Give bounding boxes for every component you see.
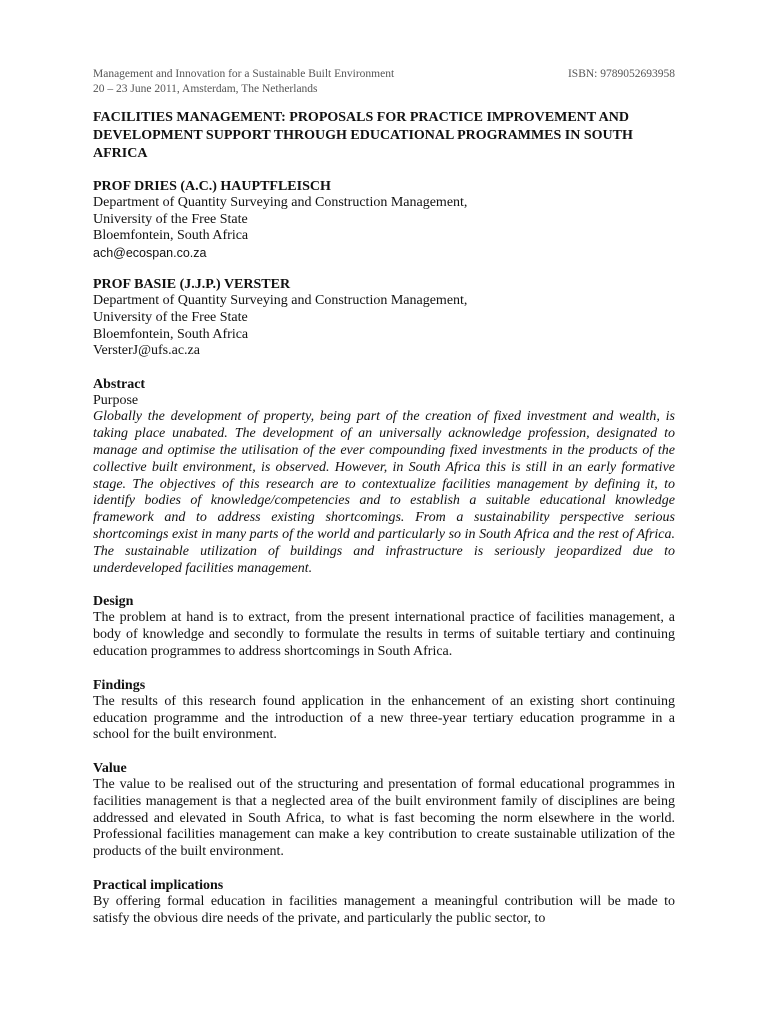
- author-email[interactable]: VersterJ@ufs.ac.za: [93, 343, 200, 359]
- author-location: Bloemfontein, South Africa: [93, 228, 249, 244]
- section-text-practical-implications: By offering formal education in facilities management a meaningful contribution will be made to satisfy the obvious dire needs of the private, and particularly the public sector, to: [93, 894, 675, 926]
- author-name: PROF DRIES (A.C.) HAUPTFLEISCH: [93, 179, 331, 194]
- author-department: Department of Quantity Surveying and Construction Management,: [93, 195, 468, 210]
- author-university: University of the Free State: [93, 309, 248, 325]
- author-block-2: [93, 276, 675, 359]
- purpose-text: Globally the development of property, being part of the creation of fixed investment and wealth, is taking place unabated. The development of an universally acknowledge profession, designated to manage and optimise the utilisation of the ever compounding fixed investments in the products of the collective built environment, is observed. However, in South Africa this is still in an early formative stage. The objectives of this research are to contextualize facilities management by defining it, to identify bodies of knowledge/competencies and to establish a suitable educational knowledge framework and to address existing shortcomings. From a sustainability perspective serious shortcomings exist in many parts of the world and particularly so in South Africa and the rest of Africa. The sustainable utilization of buildings and infrastructure is seriously jeopardized due to underdeveloped facilities management.: [93, 409, 675, 576]
- section-heading-practical-implications: Practical implications: [93, 878, 224, 894]
- running-header: [93, 67, 675, 97]
- conference-dates-location: 20 – 23 June 2011, Amsterdam, The Netherlands: [93, 83, 318, 95]
- author-email[interactable]: ach@ecospan.co.za: [93, 245, 207, 260]
- document-page: [93, 67, 675, 928]
- section-text-design: The problem at hand is to extract, from the present international practice of facilities management, a body of knowledge and secondly to formulate the results in terms of suitable tertiary and continuing education programmes to address shortcomings in South Africa.: [93, 610, 675, 659]
- conference-name: Management and Innovation for a Sustainable Built Environment: [93, 68, 395, 80]
- author-block-1: [93, 178, 675, 261]
- author-location: Bloemfontein, South Africa: [93, 326, 249, 342]
- author-name: PROF BASIE (J.J.P.) VERSTER: [93, 277, 291, 293]
- purpose-label: Purpose: [93, 392, 139, 408]
- author-university: University of the Free State: [93, 211, 248, 227]
- section-heading-design: Design: [93, 594, 134, 610]
- section-heading-value: Value: [93, 761, 127, 777]
- section-text-value: The value to be realised out of the structuring and presentation of formal educational programmes in facilities management is that a neglected area of the built environment family of disciplines are being addressed and elevated in South Africa, to what is fast becoming the norm elsewhere in the world. Professional facilities management can make a key contribution to create sustainable utilization of the products of the built environment.: [93, 777, 675, 860]
- paper-title: FACILITIES MANAGEMENT: PROPOSALS FOR PRACTICE IMPROVEMENT AND DEVELOPMENT SUPPORT THROUGH EDUCATIONAL PROGRAMMES IN SOUTH AFRICA: [93, 110, 633, 161]
- isbn: ISBN: 9789052693958: [567, 68, 675, 80]
- abstract-heading: Abstract: [93, 376, 146, 392]
- section-text-findings: The results of this research found application in the enhancement of an existing short continuing education programme and the introduction of a new three-year tertiary education programme in a school for the built environment.: [93, 693, 675, 743]
- author-department: Department of Quantity Surveying and Construction Management,: [93, 293, 468, 309]
- section-heading-findings: Findings: [93, 677, 146, 693]
